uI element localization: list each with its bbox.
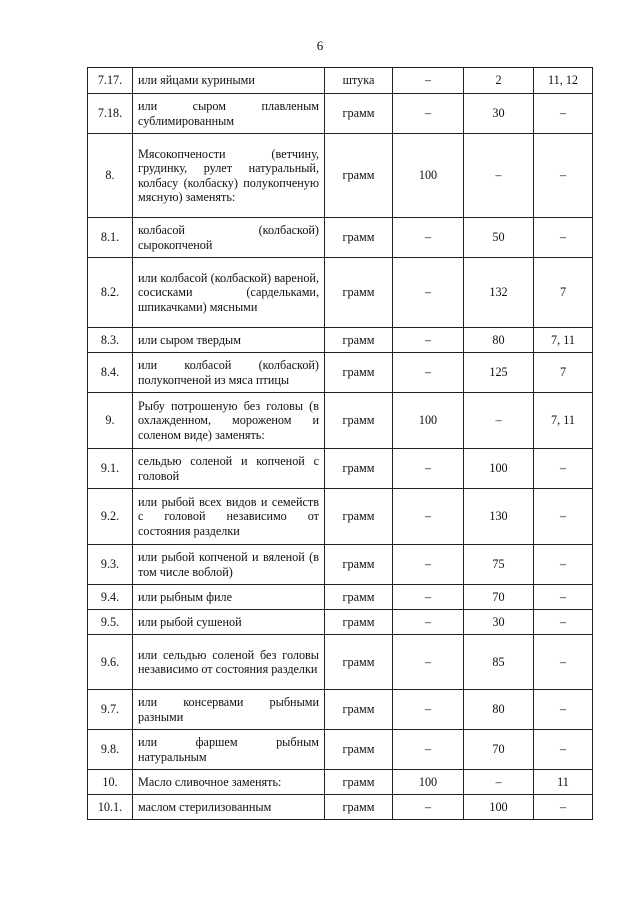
item-name-cell: или рыбой всех видов и семейств с головой независимо от состояния разделки: [133, 489, 325, 545]
row-number-cell: 9.: [88, 393, 133, 449]
row-number-cell: 8.4.: [88, 353, 133, 393]
notes-cell: –: [534, 585, 593, 610]
notes-cell: –: [534, 134, 593, 218]
unit-cell: штука: [325, 68, 393, 94]
table-row: [88, 134, 593, 218]
notes-cell: –: [534, 449, 593, 489]
base-quantity-cell: –: [393, 795, 464, 820]
replacement-quantity-cell: 70: [464, 730, 534, 770]
item-name-cell: или колбасой (колбаской) полукопченой из мяса птицы: [133, 353, 325, 393]
base-quantity-cell: –: [393, 328, 464, 353]
notes-cell: –: [534, 730, 593, 770]
item-name-cell: Рыбу потрошеную без головы (в охлажденном, мороженом и соленом виде) заменять:: [133, 393, 325, 449]
unit-cell: грамм: [325, 635, 393, 690]
replacement-quantity-cell: 2: [464, 68, 534, 94]
item-name-cell: или сельдью соленой без головы независимо от состояния разделки: [133, 635, 325, 690]
base-quantity-cell: –: [393, 489, 464, 545]
base-quantity-cell: –: [393, 635, 464, 690]
item-name-cell: колбасой (колбаской) сырокопченой: [133, 218, 325, 258]
replacement-quantity-cell: 70: [464, 585, 534, 610]
table-row: [88, 635, 593, 690]
item-name-cell: или консервами рыбными разными: [133, 690, 325, 730]
notes-cell: 11: [534, 770, 593, 795]
table-row: [88, 258, 593, 328]
row-number-cell: 8.3.: [88, 328, 133, 353]
item-name-cell: или колбасой (колбаской) вареной, сосисками (сардельками, шпикачками) мясными: [133, 258, 325, 328]
replacement-quantity-cell: 75: [464, 545, 534, 585]
replacement-quantity-cell: 132: [464, 258, 534, 328]
table-row: [88, 94, 593, 134]
unit-cell: грамм: [325, 258, 393, 328]
replacement-quantity-cell: 125: [464, 353, 534, 393]
row-number-cell: 9.6.: [88, 635, 133, 690]
base-quantity-cell: –: [393, 730, 464, 770]
base-quantity-cell: –: [393, 68, 464, 94]
unit-cell: грамм: [325, 218, 393, 258]
unit-cell: грамм: [325, 449, 393, 489]
row-number-cell: 9.5.: [88, 610, 133, 635]
replacement-quantity-cell: 100: [464, 795, 534, 820]
replacement-quantity-cell: 80: [464, 690, 534, 730]
table-row: [88, 449, 593, 489]
replacement-quantity-cell: 30: [464, 610, 534, 635]
base-quantity-cell: –: [393, 690, 464, 730]
unit-cell: грамм: [325, 489, 393, 545]
replacement-quantity-cell: 85: [464, 635, 534, 690]
row-number-cell: 9.7.: [88, 690, 133, 730]
row-number-cell: 8.1.: [88, 218, 133, 258]
replacement-quantity-cell: 50: [464, 218, 534, 258]
row-number-cell: 7.18.: [88, 94, 133, 134]
base-quantity-cell: –: [393, 585, 464, 610]
table-row: [88, 690, 593, 730]
item-name-cell: Масло сливочное заменять:: [133, 770, 325, 795]
notes-cell: 11, 12: [534, 68, 593, 94]
table-row: [88, 489, 593, 545]
table-row: [88, 585, 593, 610]
page-number: 6: [316, 38, 324, 53]
base-quantity-cell: –: [393, 449, 464, 489]
table-row: [88, 328, 593, 353]
replacement-quantity-cell: 80: [464, 328, 534, 353]
notes-cell: –: [534, 610, 593, 635]
item-name-cell: маслом стерилизованным: [133, 795, 325, 820]
item-name-cell: или сыром плавленым сублимированным: [133, 94, 325, 134]
notes-cell: 7, 11: [534, 393, 593, 449]
table-row: [88, 610, 593, 635]
unit-cell: грамм: [325, 690, 393, 730]
table-row: [88, 795, 593, 820]
replacement-quantity-cell: –: [464, 134, 534, 218]
unit-cell: грамм: [325, 545, 393, 585]
item-name-cell: Мясокопчености (ветчину, грудинку, рулет натуральный, колбасу (колбаску) полукопченую мясную) заменять:: [133, 134, 325, 218]
item-name-cell: или рыбой сушеной: [133, 610, 325, 635]
base-quantity-cell: 100: [393, 770, 464, 795]
unit-cell: грамм: [325, 328, 393, 353]
row-number-cell: 10.1.: [88, 795, 133, 820]
notes-cell: –: [534, 489, 593, 545]
base-quantity-cell: –: [393, 218, 464, 258]
base-quantity-cell: –: [393, 353, 464, 393]
row-number-cell: 8.2.: [88, 258, 133, 328]
table-row: [88, 393, 593, 449]
unit-cell: грамм: [325, 353, 393, 393]
unit-cell: грамм: [325, 134, 393, 218]
unit-cell: грамм: [325, 610, 393, 635]
unit-cell: грамм: [325, 730, 393, 770]
row-number-cell: 10.: [88, 770, 133, 795]
notes-cell: 7: [534, 353, 593, 393]
row-number-cell: 9.4.: [88, 585, 133, 610]
base-quantity-cell: 100: [393, 393, 464, 449]
item-name-cell: или яйцами куриными: [133, 68, 325, 94]
row-number-cell: 9.2.: [88, 489, 133, 545]
base-quantity-cell: –: [393, 545, 464, 585]
base-quantity-cell: –: [393, 258, 464, 328]
table-row: [88, 68, 593, 94]
unit-cell: грамм: [325, 795, 393, 820]
notes-cell: –: [534, 795, 593, 820]
base-quantity-cell: –: [393, 94, 464, 134]
replacement-quantity-cell: –: [464, 770, 534, 795]
item-name-cell: или рыбным филе: [133, 585, 325, 610]
table-row: [88, 218, 593, 258]
replacement-quantity-cell: –: [464, 393, 534, 449]
table-row: [88, 770, 593, 795]
row-number-cell: 9.1.: [88, 449, 133, 489]
replacement-quantity-cell: 100: [464, 449, 534, 489]
row-number-cell: 8.: [88, 134, 133, 218]
replacement-quantity-cell: 30: [464, 94, 534, 134]
row-number-cell: 9.8.: [88, 730, 133, 770]
row-number-cell: 7.17.: [88, 68, 133, 94]
notes-cell: –: [534, 218, 593, 258]
notes-cell: –: [534, 545, 593, 585]
notes-cell: 7: [534, 258, 593, 328]
unit-cell: грамм: [325, 770, 393, 795]
base-quantity-cell: –: [393, 610, 464, 635]
item-name-cell: или сыром твердым: [133, 328, 325, 353]
item-name-cell: или рыбой копченой и вяленой (в том числе воблой): [133, 545, 325, 585]
item-name-cell: или фаршем рыбным натуральным: [133, 730, 325, 770]
replacement-quantity-cell: 130: [464, 489, 534, 545]
table-row: [88, 730, 593, 770]
row-number-cell: 9.3.: [88, 545, 133, 585]
base-quantity-cell: 100: [393, 134, 464, 218]
norms-table: [87, 67, 593, 820]
notes-cell: –: [534, 94, 593, 134]
unit-cell: грамм: [325, 585, 393, 610]
unit-cell: грамм: [325, 393, 393, 449]
table-row: [88, 545, 593, 585]
unit-cell: грамм: [325, 94, 393, 134]
notes-cell: –: [534, 690, 593, 730]
item-name-cell: сельдью соленой и копченой с головой: [133, 449, 325, 489]
notes-cell: –: [534, 635, 593, 690]
notes-cell: 7, 11: [534, 328, 593, 353]
table-row: [88, 353, 593, 393]
